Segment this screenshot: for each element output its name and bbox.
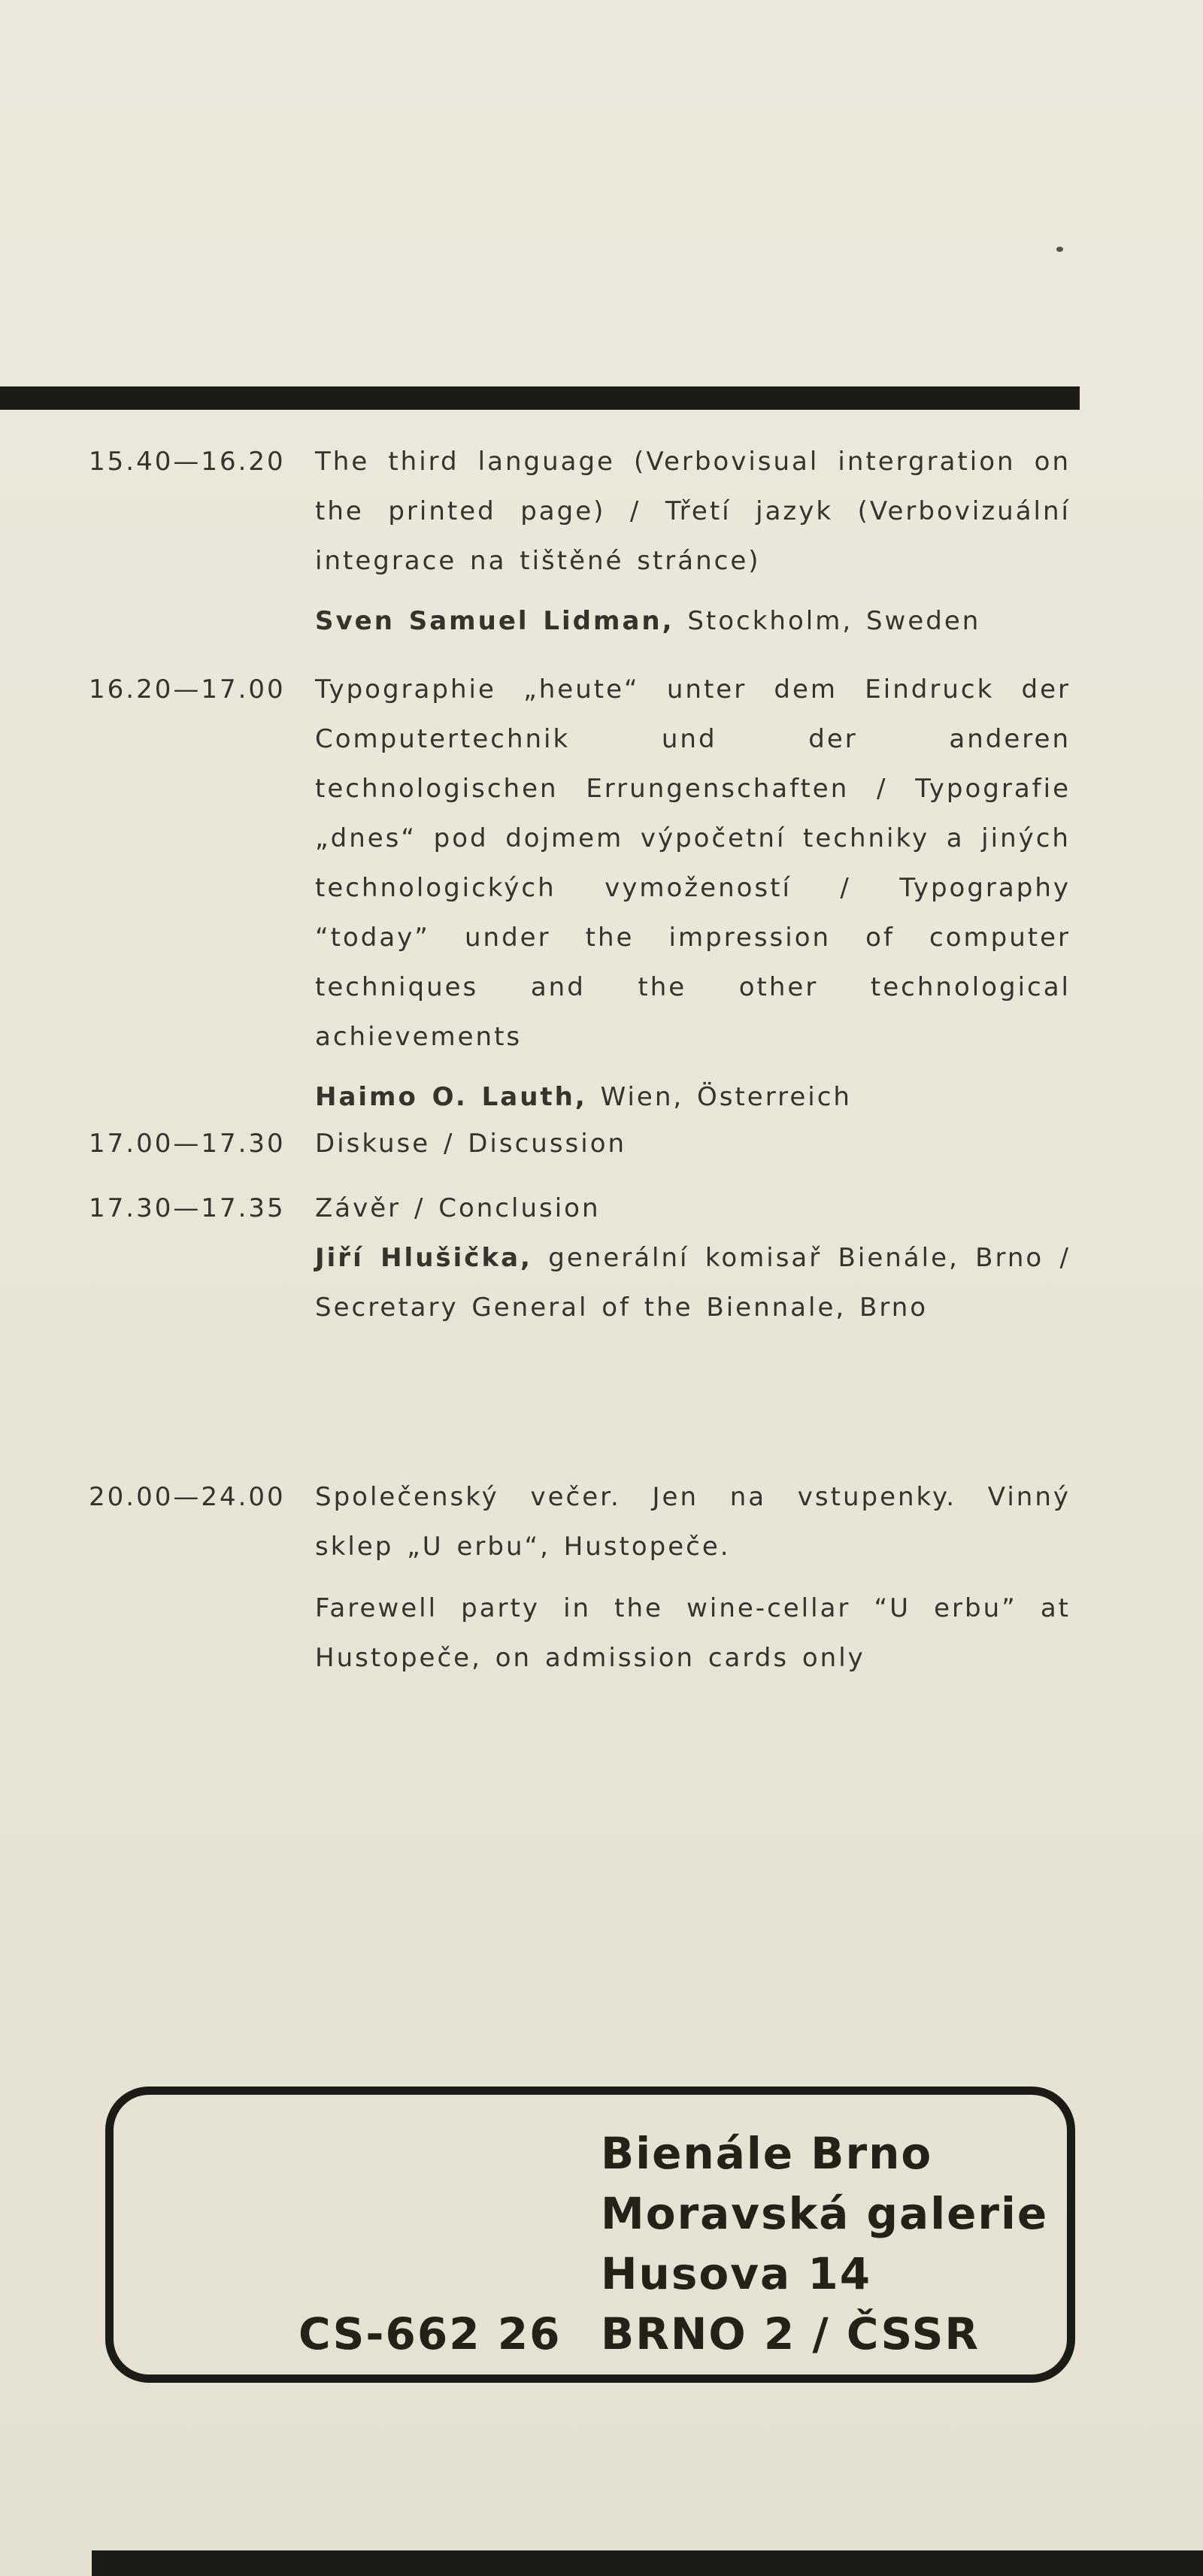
city: BRNO 2 / ČSSR <box>601 2308 980 2359</box>
paper-speck <box>1056 247 1063 252</box>
speaker-origin: generální komisař Bienále, Brno / Secretary General of the Biennale, Brno <box>315 1243 1071 1323</box>
entry-speaker <box>315 596 1071 646</box>
entry-speaker <box>315 1072 1071 1122</box>
entry-body <box>315 1183 1071 1332</box>
speaker-name: Sven Samuel Lidman, <box>315 606 674 636</box>
entry-speaker <box>315 1233 1071 1332</box>
postal-code: CS-662 26 <box>298 2308 562 2359</box>
address-street: Husova 14 <box>601 2248 872 2299</box>
entry-description: Společenský večer. Jen na vstupenky. Vinný sklep „U erbu“, Hustopeče. <box>315 1482 1071 1562</box>
schedule-entry-1540 <box>89 437 1071 646</box>
address-box <box>105 2087 1075 2383</box>
address-gallery: Moravská galerie <box>601 2188 1049 2239</box>
entry-description-english: Farewell party in the wine-cellar “U erbu” at Hustopeče, on admission cards only <box>315 1593 1071 1673</box>
entry-time: 20.00—24.00 <box>89 1482 286 1512</box>
entry-description: Diskuse / Discussion <box>315 1129 627 1159</box>
schedule-entry-1620 <box>89 665 1071 1122</box>
speaker-name: Haimo O. Lauth, <box>315 1082 587 1112</box>
speaker-origin: Stockholm, Sweden <box>674 606 981 636</box>
entry-description: The third language (Verbovisual intergration on the printed page) / Třetí jazyk (Verbovizuální integrace na tištěné stránce) <box>315 447 1071 576</box>
address-organization: Bienále Brno <box>601 2128 933 2179</box>
entry-description: Závěr / Conclusion <box>315 1193 601 1223</box>
speaker-origin: Wien, Österreich <box>586 1082 852 1112</box>
speaker-name: Jiří Hlušička, <box>315 1243 532 1273</box>
entry-time: 17.00—17.30 <box>89 1129 286 1159</box>
schedule-entry-1730 <box>89 1183 1071 1332</box>
entry-body <box>315 1119 1071 1168</box>
bottom-rule <box>92 2550 1203 2576</box>
entry-body <box>315 1472 1071 1683</box>
entry-description: Typographie „heute“ unter dem Eindruck der Computertechnik und der anderen technologischen Errungenschaften / Typografie „dnes“ pod dojmem výpočetní techniky a jiných technologických vymožeností / Typography “today” under the impression of computer techniques and the other technological achievements <box>315 674 1071 1052</box>
entry-time: 15.40—16.20 <box>89 447 286 477</box>
schedule-entry-1700 <box>89 1119 1071 1168</box>
entry-time: 17.30—17.35 <box>89 1193 286 1223</box>
schedule-entry-2000 <box>89 1472 1071 1683</box>
top-rule <box>0 386 1080 410</box>
entry-body <box>315 437 1071 646</box>
entry-time: 16.20—17.00 <box>89 674 286 705</box>
entry-body <box>315 665 1071 1122</box>
